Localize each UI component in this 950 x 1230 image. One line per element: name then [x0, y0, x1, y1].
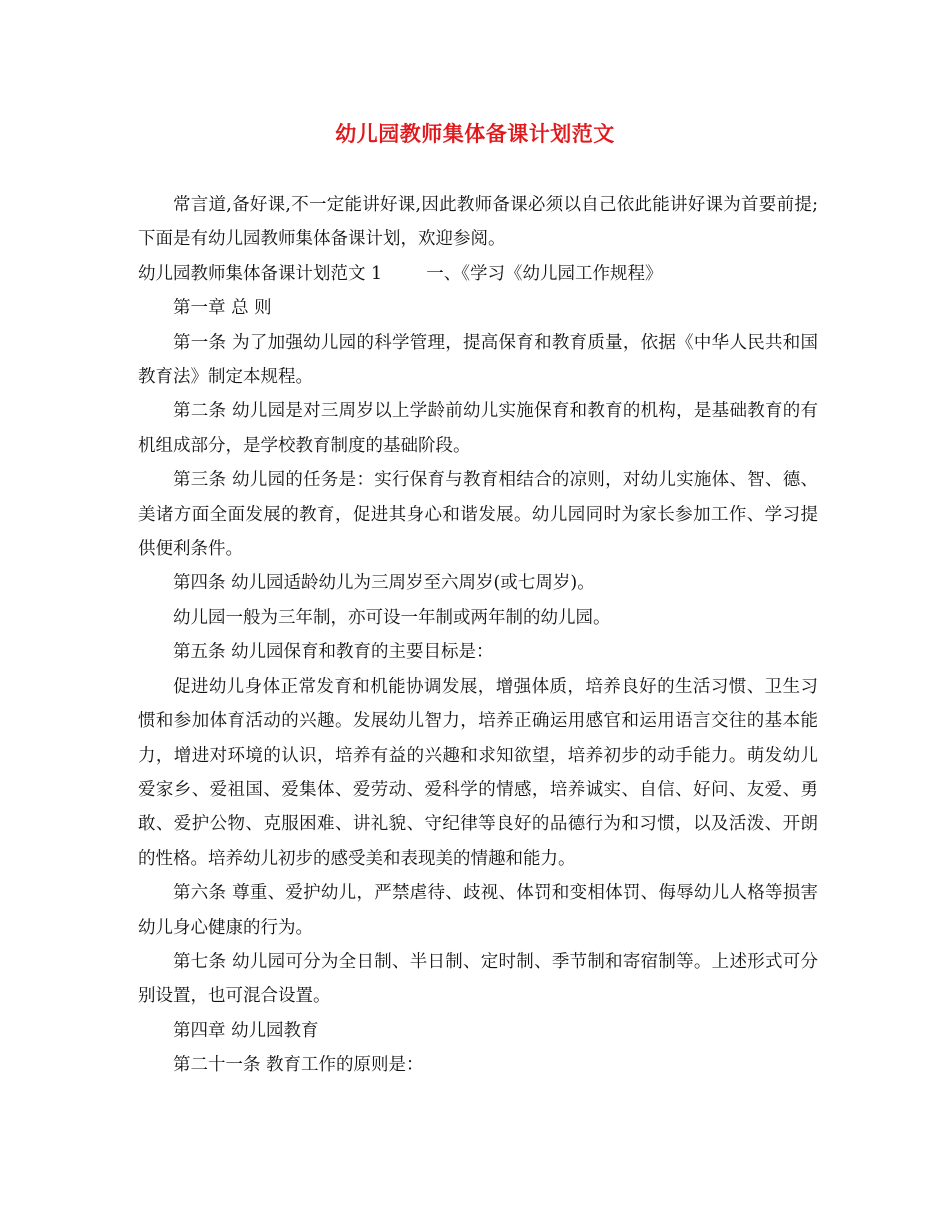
paragraph: 第六条 尊重、爱护幼儿，严禁虐待、歧视、体罚和变相体罚、侮辱幼儿人格等损害幼儿身心健康的行为。 — [138, 883, 818, 938]
document-body — [138, 188, 818, 1083]
document-title: 幼儿园教师集体备课计划范文 — [335, 121, 615, 146]
section-heading-subtitle: 一、《学习《幼儿园工作规程》 — [426, 263, 663, 284]
paragraph: 第一章 总 则 — [173, 298, 272, 319]
paragraph: 第三条 幼儿园的任务是：实行保育与教育相结合的凉则，对幼儿实施体、智、德、美诸方面全面发展的教育，促进其身心和谐发展。幼儿园同时为家长参加工作、学习提供便利条件。 — [138, 470, 818, 560]
section-heading — [138, 257, 818, 291]
paragraph: 第二条 幼儿园是对三周岁以上学龄前幼儿实施保育和教育的机构，是基础教育的有机组成部分，是学校教育制度的基础阶段。 — [138, 401, 818, 456]
section-heading-title: 幼儿园教师集体备课计划范文 1 — [138, 263, 383, 284]
intro-paragraph: 常言道,备好课,不一定能讲好课,因此教师备课必须以自己依此能讲好课为首要前提;下面是有幼儿园教师集体备课计划，欢迎参阅。 — [138, 195, 818, 250]
paragraph: 幼儿园一般为三年制，亦可设一年制或两年制的幼儿园。 — [173, 607, 611, 628]
paragraph: 第四条 幼儿园适龄幼儿为三周岁至六周岁(或七周岁)。 — [173, 573, 595, 594]
paragraph: 第一条 为了加强幼儿园的科学管理，提高保育和教育质量，依据《中华人民共和国教育法》制定本规程。 — [138, 332, 818, 388]
paragraph: 第七条 幼儿园可分为全日制、半日制、定时制、季节制和寄宿制等。上述形式可分别设置，也可混合设置。 — [138, 951, 818, 1007]
paragraph: 第二十一条 教育工作的原则是： — [173, 1055, 424, 1076]
paragraph: 第五条 幼儿园保育和教育的主要目标是： — [173, 642, 494, 663]
paragraph: 促进幼儿身体正常发育和机能协调发展，增强体质，培养良好的生活习惯、卫生习惯和参加体育活动的兴趣。发展幼儿智力，培养正确运用感官和运用语言交往的基本能力，增进对环境的认识，培养有益的兴趣和求知欲望，培养初步的动手能力。萌发幼儿爱家乡、爱祖国、爱集体、爱劳动、爱科学的情感，培养诚实、自信、好问、友爱、勇敢、爱护公物、克服困难、讲礼貌、守纪律等良好的品德行为和习惯，以及活泼、开朗的性格。培养幼儿初步的感受美和表现美的情趣和能力。 — [138, 676, 818, 869]
paragraph: 第四章 幼儿园教育 — [173, 1020, 319, 1041]
